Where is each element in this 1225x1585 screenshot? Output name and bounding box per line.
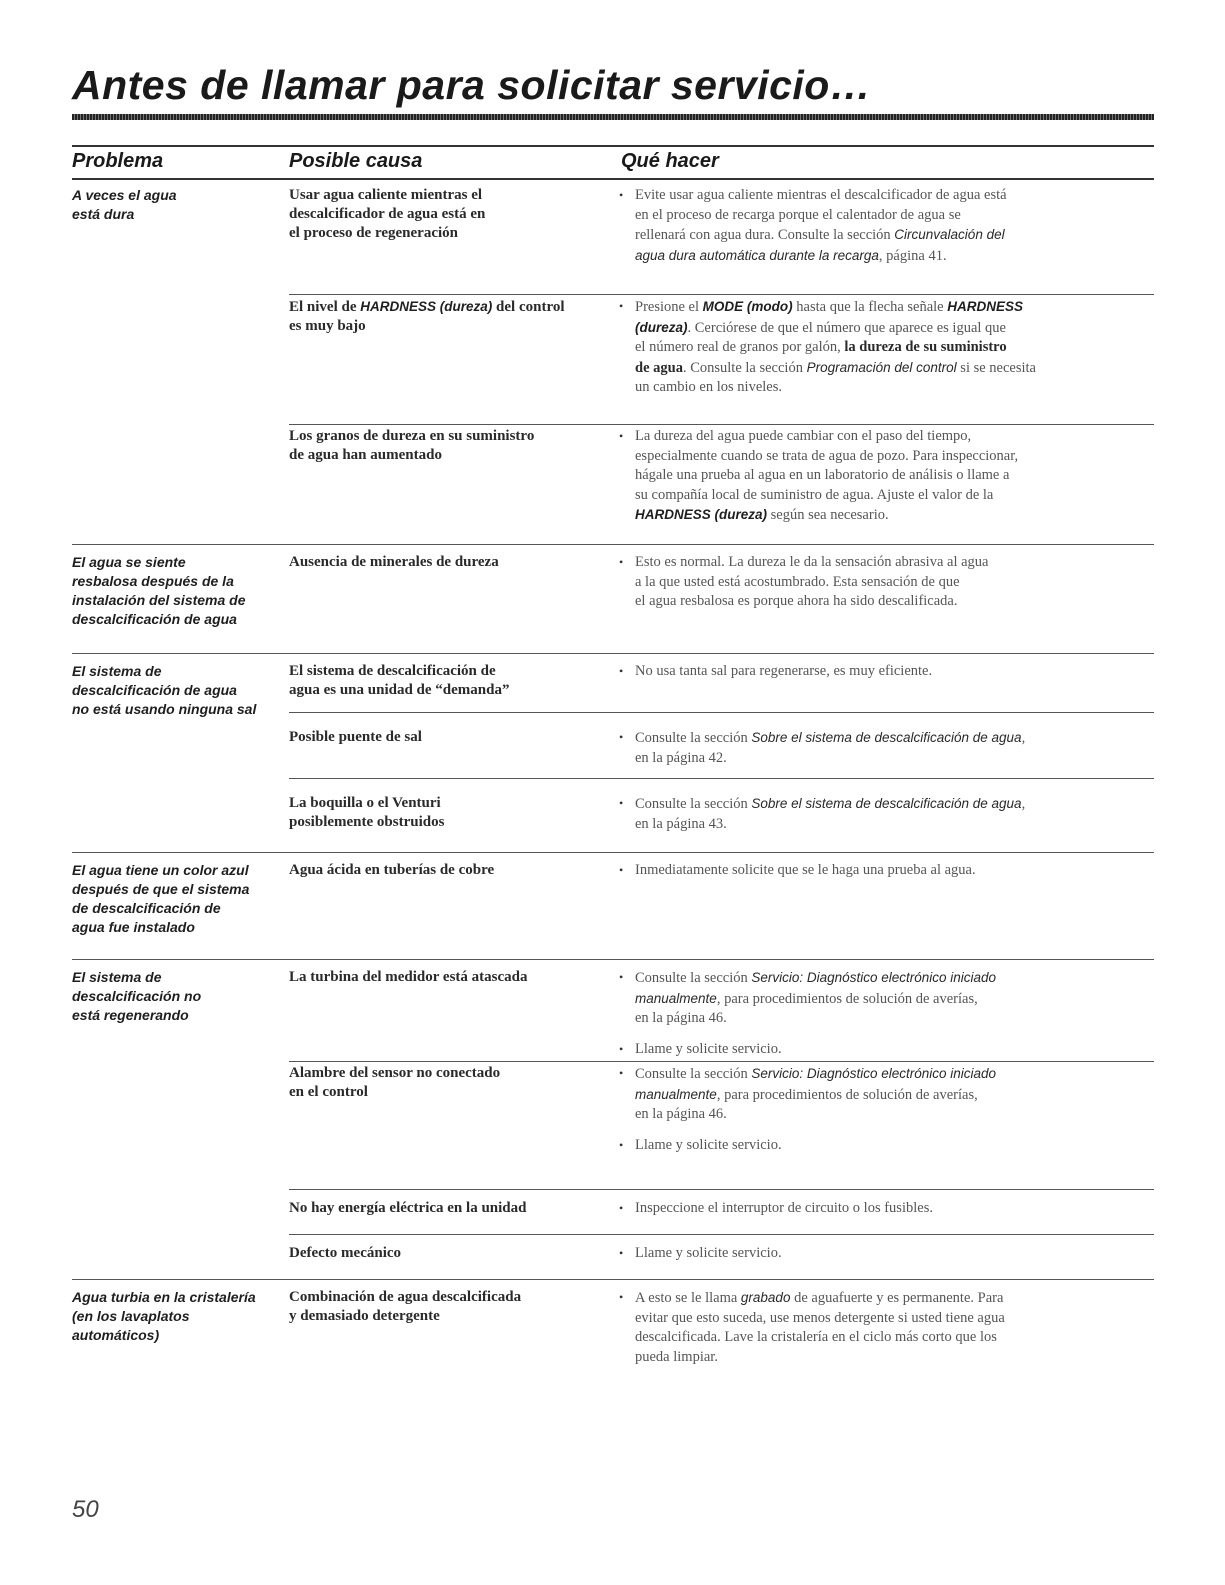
cause-hot-water-during-regeneration: Usar agua caliente mientras el descalcificador de agua está en el proceso de regeneración <box>289 187 486 241</box>
group-divider <box>72 544 1154 545</box>
problem-not-regenerating: El sistema de descalcificación no está regenerando <box>72 969 202 1023</box>
row-divider <box>289 1234 1154 1235</box>
cause-sensor-wire: Alambre del sensor no conectado en el control <box>289 1065 501 1100</box>
problem-cloudy-glassware: Agua turbia en la cristalería (en los lavaplatos automáticos) <box>72 1289 256 1343</box>
action-call-service: • Llame y solicite servicio. <box>619 1245 782 1261</box>
action-normal: • Esto es normal. La dureza le da la sensación abrasiva al agua a la que usted está acostumbrado. Esta sensación de que el agua resbalosa es porque ahora ha sido descalificada. <box>619 554 989 609</box>
problem-blue-water: El agua tiene un color azul después de que el sistema de descalcificación de agua fue instalado <box>72 862 250 935</box>
group-divider <box>72 1279 1154 1280</box>
row-divider <box>289 1189 1154 1190</box>
cause-meter-turbine-stuck: La turbina del medidor está atascada <box>289 969 528 985</box>
cause-nozzle-venturi-clogged: La boquilla o el Venturi posiblemente obstruidos <box>289 795 445 830</box>
action-efficient: • No usa tanta sal para regenerarse, es muy eficiente. <box>619 663 933 679</box>
action-see-page-46: • Consulte la sección Servicio: Diagnóstico electrónico iniciado manualmente, para procedimientos de solución de averías, en la página 46. <box>619 970 997 1026</box>
action-etching: • A esto se le llama grabado de aguafuerte y es permanente. Para evitar que esto suceda, use menos detergente si usted tiene agua descalcificada. Lave la cristalería en el ciclo más corto que los pueda limpiar. <box>619 1290 1005 1365</box>
header-action: Qué hacer <box>621 150 719 172</box>
action-test-water: • La dureza del agua puede cambiar con el paso del tiempo, especialmente cuando se trata de agua de pozo. Para inspeccionar, hágale una prueba al agua en un laboratorio de análisis o llame a su compañía local de suministro de agua. Ajuste el valor de la HARDNESS (dureza) según sea necesario. <box>619 428 1019 523</box>
cause-soft-water-detergent: Combinación de agua descalcificada y demasiado detergente <box>289 1289 522 1324</box>
cause-no-power: No hay energía eléctrica en la unidad <box>289 1200 527 1216</box>
header-top-rule <box>72 145 1154 147</box>
action-see-page-43: • Consulte la sección Sobre el sistema de descalcificación de agua, en la página 43. <box>619 796 1026 832</box>
cause-hardness-increased: Los granos de dureza en su suministro de agua han aumentado <box>289 428 535 463</box>
cause-no-hardness-minerals: Ausencia de minerales de dureza <box>289 554 499 570</box>
problem-slippery-water: El agua se siente resbalosa después de la instalación del sistema de descalcificación de agua <box>72 554 246 627</box>
action-check-breaker: • Inspeccione el interruptor de circuito o los fusibles. <box>619 1200 933 1216</box>
action-see-page-46-sensor: • Consulte la sección Servicio: Diagnóstico electrónico iniciado manualmente, para procedimientos de solución de averías, en la página 46. <box>619 1066 997 1122</box>
action-see-page-42: • Consulte la sección Sobre el sistema de descalcificación de agua, en la página 42. <box>619 730 1026 766</box>
row-divider <box>289 712 1154 713</box>
action-call-service: • Llame y solicite servicio. <box>619 1137 782 1153</box>
header-cause: Posible causa <box>289 150 423 172</box>
group-divider <box>72 852 1154 853</box>
action-avoid-hot-water: • Evite usar agua caliente mientras el descalcificador de agua está en el proceso de recarga porque el calentador de agua se rellenará con agua dura. Consulte la sección Circunvalación del agua dura automática durante la recarga, página 41. <box>619 187 1007 264</box>
cause-demand-unit: El sistema de descalcificación de agua es una unidad de “demanda” <box>289 663 510 698</box>
problem-hard-water: A veces el agua está dura <box>72 187 177 222</box>
cause-salt-bridge: Posible puente de sal <box>289 729 422 745</box>
cause-mechanical-defect: Defecto mecánico <box>289 1245 402 1261</box>
page-number: 50 <box>72 1496 99 1523</box>
cause-acidic-water-copper: Agua ácida en tuberías de cobre <box>289 862 495 878</box>
group-divider <box>72 653 1154 654</box>
action-test-water-now: • Inmediatamente solicite que se le haga una prueba al agua. <box>619 862 976 878</box>
action-press-mode: • Presione el MODE (modo) hasta que la flecha señale HARDNESS (dureza). Cerciórese de que el número que aparece es igual que el número real de granos por galón, la dureza de su suministro de agua. Consulte la sección Programación del control si se necesita un cambio en los niveles. <box>619 299 1036 395</box>
title-rule <box>72 114 1154 120</box>
cause-hardness-setting-low: El nivel de HARDNESS (dureza) del control es muy bajo <box>289 299 565 334</box>
table-header <box>72 150 1154 178</box>
header-problem: Problema <box>72 150 164 172</box>
page-title: Antes de llamar para solicitar servicio… <box>72 62 872 108</box>
action-call-service: • Llame y solicite servicio. <box>619 1041 782 1057</box>
row-divider <box>289 778 1154 779</box>
problem-no-salt: El sistema de descalcificación de agua no está usando ninguna sal <box>72 663 257 717</box>
row-divider <box>289 1061 1154 1062</box>
row-divider <box>289 294 1154 295</box>
group-divider <box>72 959 1154 960</box>
row-divider <box>289 424 1154 425</box>
header-bottom-rule <box>72 178 1154 180</box>
